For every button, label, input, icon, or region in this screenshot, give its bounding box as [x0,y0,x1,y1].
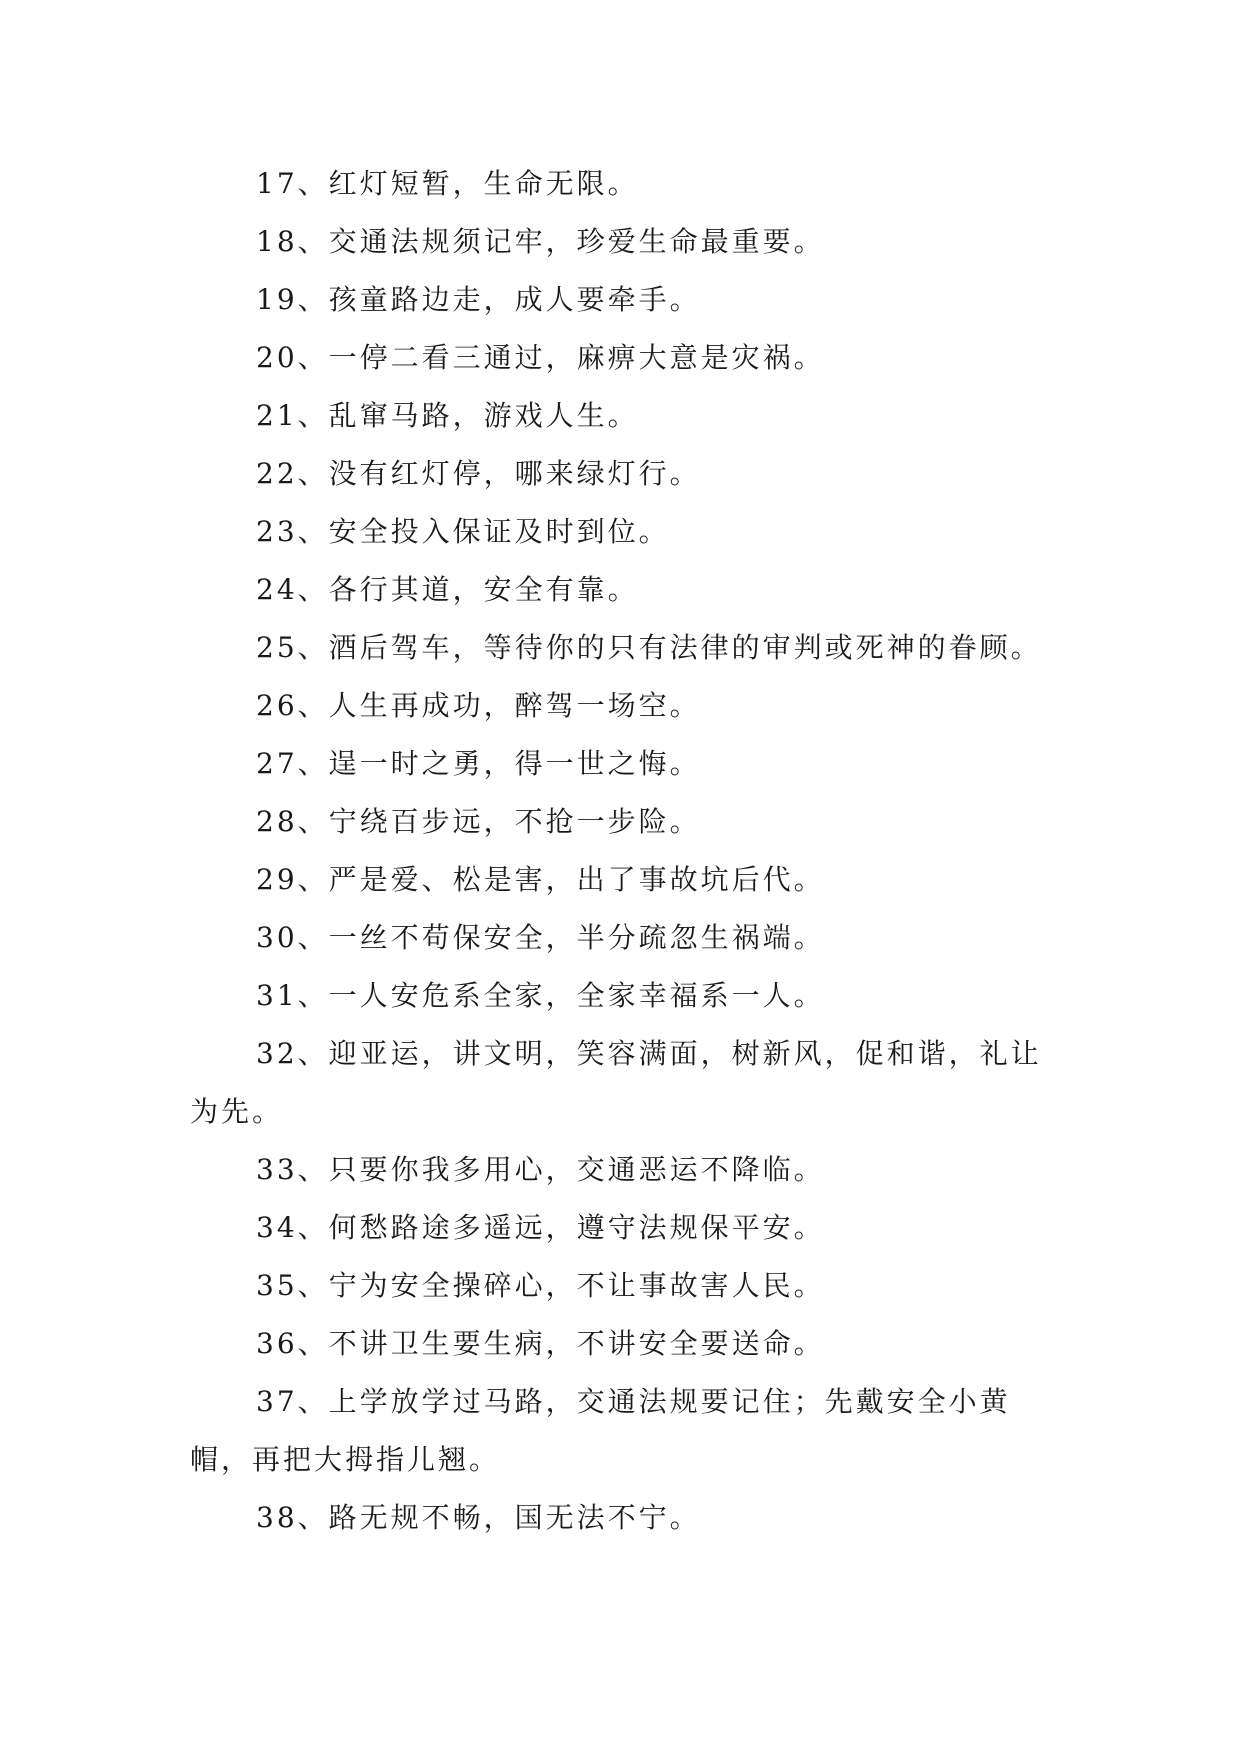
slogan-31: 31、一人安危系全家，全家幸福系一人。 [256,979,825,1012]
slogan-34: 34、何愁路途多遥远，遵守法规保平安。 [256,1211,825,1244]
slogan-18: 18、交通法规须记牢，珍爱生命最重要。 [256,225,825,258]
slogan-32: 32、迎亚运，讲文明，笑容满面，树新风，促和谐，礼让为先。 [190,1037,1042,1128]
slogan-19: 19、孩童路边走，成人要牵手。 [256,283,701,316]
slogan-17: 17、红灯短暂，生命无限。 [256,167,639,200]
slogan-29: 29、严是爱、松是害，出了事故坑后代。 [256,863,825,896]
slogan-38: 38、路无规不畅，国无法不宁。 [256,1501,701,1534]
slogan-26: 26、人生再成功，醉驾一场空。 [256,689,701,722]
slogan-35: 35、宁为安全操碎心，不让事故害人民。 [256,1269,825,1302]
slogan-36: 36、不讲卫生要生病，不讲安全要送命。 [256,1327,825,1360]
slogan-20: 20、一停二看三通过，麻痹大意是灾祸。 [256,341,825,374]
slogan-30: 30、一丝不苟保安全，半分疏忽生祸端。 [256,921,825,954]
slogan-21: 21、乱窜马路，游戏人生。 [256,399,639,432]
slogan-23: 23、安全投入保证及时到位。 [256,515,670,548]
slogan-33: 33、只要你我多用心，交通恶运不降临。 [256,1153,825,1186]
slogan-25: 25、酒后驾车，等待你的只有法律的审判或死神的眷顾。 [256,631,1042,664]
slogan-22: 22、没有红灯停，哪来绿灯行。 [256,457,701,490]
document-body [190,155,1050,1547]
slogan-28: 28、宁绕百步远，不抢一步险。 [256,805,701,838]
slogan-27: 27、逞一时之勇，得一世之悔。 [256,747,701,780]
slogan-37: 37、上学放学过马路，交通法规要记住；先戴安全小黄帽，再把大拇指儿翘。 [190,1385,1011,1476]
slogan-24: 24、各行其道，安全有靠。 [256,573,639,606]
